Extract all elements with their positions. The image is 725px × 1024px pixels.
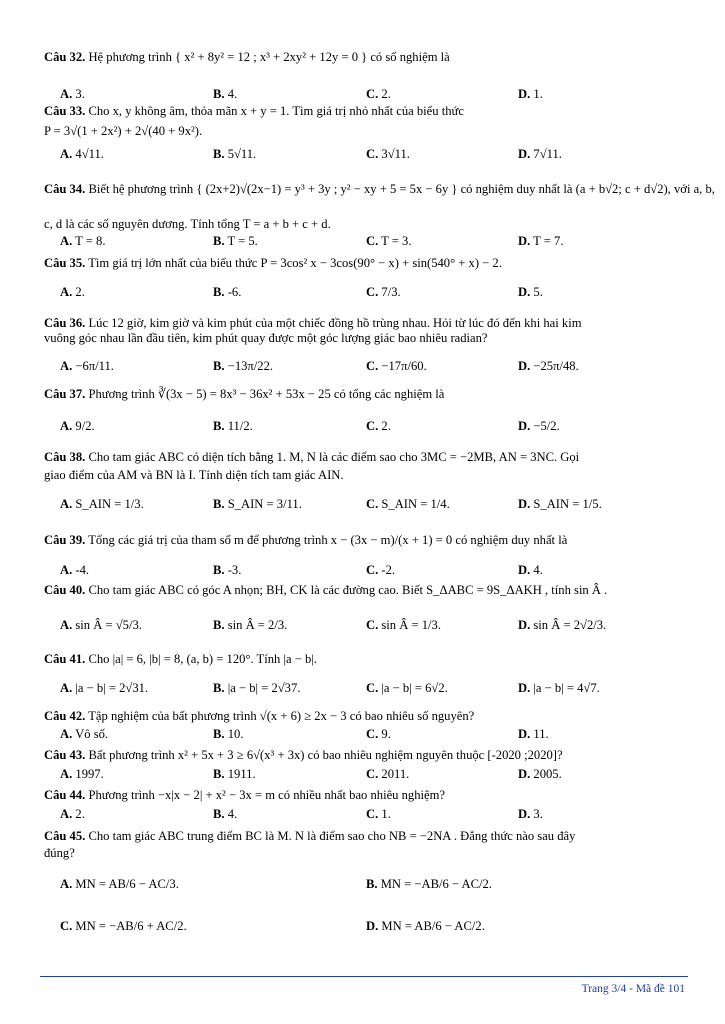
question-32: Câu 32. Hệ phương trình { x² + 8y² = 12 ; x³ + 2xy² + 12y = 0 } có số nghiệm là <box>44 50 450 64</box>
question-38: Câu 38. Cho tam giác ABC có diện tích bằng 1. M, N là các điểm sao cho 3MC = −2MB, AN = 3NC. Gọi <box>44 450 580 464</box>
question-39: Câu 39. Tổng các giá trị của tham số m để phương trình x − (3x − m)/(x + 1) = 0 có nghiệm duy nhất là <box>44 533 568 547</box>
options-34: A. T = 8. B. T = 5. C. T = 3. D. T = 7. <box>60 234 564 248</box>
question-44: Câu 44. Phương trình −x|x − 2| + x² − 3x = m có nhiều nhất bao nhiêu nghiệm? <box>44 788 445 802</box>
question-45-line2: đúng? <box>44 846 75 860</box>
options-44: A. 2. B. 4. C. 1. D. 3. <box>60 807 543 821</box>
question-36-line2: vuông góc nhau lần đầu tiên, kim phút quay được một góc lượng giác bao nhiêu radian? <box>44 331 488 345</box>
question-37: Câu 37. Phương trình ∛(3x − 5) = 8x³ − 36x² + 53x − 25 có tổng các nghiệm là <box>44 387 445 401</box>
question-34: Câu 34. Biết hệ phương trình { (2x+2)√(2x−1) = y³ + 3y ; y² − xy + 5 = 5x − 6y } có nghiệm duy nhất là (a + b√2; c + d√2), với a, b, <box>44 182 715 196</box>
page-footer: Trang 3/4 - Mã đề 101 <box>581 983 685 995</box>
question-45: Câu 45. Cho tam giác ABC trung điểm BC là M. N là điểm sao cho NB = −2NA . Đẳng thức nào sau đây <box>44 829 576 843</box>
question-33-line2: P = 3√(1 + 2x²) + 2√(40 + 9x²). <box>44 124 203 138</box>
question-41: Câu 41. Cho |a| = 6, |b| = 8, (a, b) = 120°. Tính |a − b|. <box>44 652 317 666</box>
options-39: A. -4. B. -3. C. -2. D. 4. <box>60 563 543 577</box>
options-38: A. S_AIN = 1/3. B. S_AIN = 3/11. C. S_AIN = 1/4. D. S_AIN = 1/5. <box>60 497 602 511</box>
question-36: Câu 36. Lúc 12 giờ, kim giờ và kim phút của một chiếc đồng hồ trùng nhau. Hỏi từ lúc đó đến khi hai kim <box>44 316 582 330</box>
options-42: A. Vô số. B. 10. C. 9. D. 11. <box>60 727 549 741</box>
footer-divider <box>40 976 688 977</box>
options-33: A. 4√11. B. 5√11. C. 3√11. D. 7√11. <box>60 147 562 161</box>
question-33: Câu 33. Cho x, y không âm, thỏa mãn x + y = 1. Tìm giá trị nhỏ nhất của biểu thức <box>44 104 464 118</box>
question-40: Câu 40. Cho tam giác ABC có góc A nhọn; BH, CK là các đường cao. Biết S_ΔABC = 9S_ΔAKH , tính sin Â . <box>44 583 608 597</box>
options-35: A. 2. B. -6. C. 7/3. D. 5. <box>60 285 543 299</box>
question-35: Câu 35. Tìm giá trị lớn nhất của biểu thức P = 3cos² x − 3cos(90° − x) + sin(540° + x) − 2. <box>44 256 502 270</box>
question-42: Câu 42. Tập nghiệm của bất phương trình √(x + 6) ≥ 2x − 3 có bao nhiêu số nguyên? <box>44 709 475 723</box>
options-36: A. −6π/11. B. −13π/22. C. −17π/60. D. −25π/48. <box>60 359 579 373</box>
question-34-line2: c, d là các số nguyên dương. Tính tổng T = a + b + c + d. <box>44 217 331 231</box>
options-45-row2: C. MN = −AB/6 + AC/2. D. MN = AB/6 − AC/2. <box>60 919 485 933</box>
question-43: Câu 43. Bất phương trình x² + 5x + 3 ≥ 6√(x³ + 3x) có bao nhiêu nghiệm nguyên thuộc [-2020 ;2020]? <box>44 748 563 762</box>
options-32: A. 3. B. 4. C. 2. D. 1. <box>60 87 543 101</box>
options-37: A. 9/2. B. 11/2. C. 2. D. −5/2. <box>60 419 560 433</box>
options-40: A. sin Â = √5/3. B. sin Â = 2/3. C. sin Â = 1/3. D. sin Â = 2√2/3. <box>60 618 607 632</box>
options-43: A. 1997. B. 1911. C. 2011. D. 2005. <box>60 767 562 781</box>
options-45-row1: A. MN = AB/6 − AC/3. B. MN = −AB/6 − AC/2. <box>60 877 492 891</box>
options-41: A. |a − b| = 2√31. B. |a − b| = 2√37. C. |a − b| = 6√2. D. |a − b| = 4√7. <box>60 681 600 695</box>
question-38-line2: giao điểm của AM và BN là I. Tính diện tích tam giác AIN. <box>44 468 344 482</box>
